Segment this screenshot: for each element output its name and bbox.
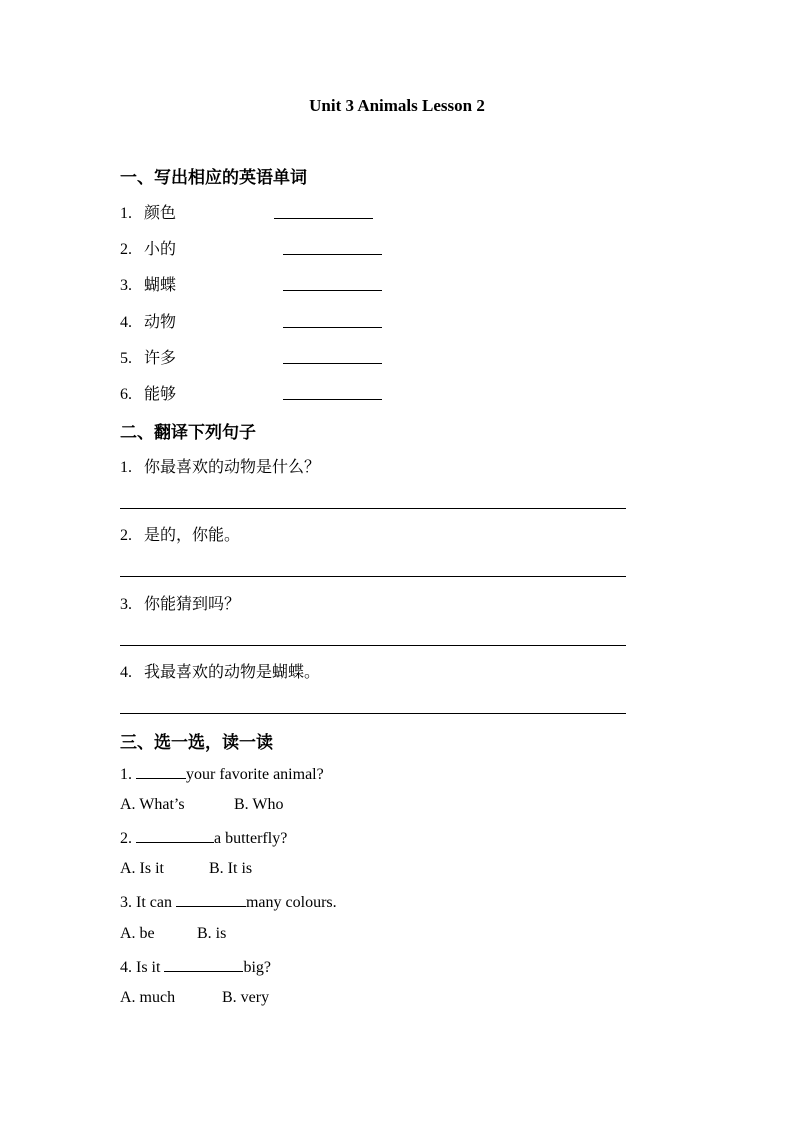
- item-number: 4.: [120, 314, 132, 331]
- answer-blank-5[interactable]: [283, 363, 382, 364]
- choice-question-4: [120, 957, 271, 977]
- item-text: 动物: [144, 314, 177, 331]
- choice-question-2: [120, 828, 287, 848]
- fill-blank-2[interactable]: [136, 828, 214, 843]
- translation-line-2[interactable]: [120, 576, 626, 577]
- translation-line-1[interactable]: [120, 508, 626, 509]
- page-title: Unit 3 Animals Lesson 2: [309, 96, 485, 115]
- vocab-item-4: [120, 309, 176, 332]
- question-prefix: 2.: [120, 830, 136, 847]
- question-prefix: 1.: [120, 766, 136, 783]
- fill-blank-3[interactable]: [176, 892, 246, 907]
- question-prefix: 4. Is it: [120, 959, 165, 976]
- item-text: 是的，你能。: [144, 527, 241, 544]
- item-text: 许多: [144, 350, 177, 367]
- question-suffix: your favorite animal?: [186, 766, 324, 783]
- translate-item-3: [120, 591, 240, 614]
- option-a-1[interactable]: A. What’s: [120, 796, 185, 813]
- vocab-item-1: [120, 200, 176, 223]
- item-number: 6.: [120, 386, 132, 403]
- item-number: 2.: [120, 527, 132, 544]
- answer-blank-3[interactable]: [283, 290, 382, 291]
- vocab-item-6: [120, 381, 176, 404]
- choice-question-1: [120, 764, 324, 784]
- choice-question-3: [120, 892, 337, 912]
- translation-line-4[interactable]: [120, 713, 626, 714]
- answer-blank-4[interactable]: [283, 327, 382, 328]
- question-prefix: 3. It can: [120, 894, 176, 911]
- item-text: 你能猜到吗？: [144, 596, 241, 613]
- question-suffix: many colours.: [245, 894, 337, 911]
- option-a-3[interactable]: A. be: [120, 925, 155, 942]
- fill-blank-1[interactable]: [136, 764, 186, 779]
- item-text: 你最喜欢的动物是什么？: [144, 459, 321, 476]
- item-text: 小的: [144, 241, 177, 258]
- item-text: 蝴蝶: [144, 277, 177, 294]
- translate-item-1: [120, 454, 320, 477]
- option-a-2[interactable]: A. Is it: [120, 860, 164, 877]
- option-b-1[interactable]: B. Who: [234, 796, 284, 813]
- translation-line-3[interactable]: [120, 645, 626, 646]
- translate-item-4: [120, 659, 320, 682]
- section-3-heading: 三、选一选，读一读: [120, 733, 273, 752]
- item-number: 5.: [120, 350, 132, 367]
- item-number: 3.: [120, 596, 132, 613]
- section-1-heading: 一、写出相应的英语单词: [120, 168, 307, 187]
- item-text: 能够: [144, 386, 177, 403]
- vocab-item-3: [120, 272, 176, 295]
- item-number: 3.: [120, 277, 132, 294]
- option-b-2[interactable]: B. It is: [209, 860, 253, 877]
- option-a-4[interactable]: A. much: [120, 989, 176, 1006]
- item-number: 2.: [120, 241, 132, 258]
- fill-blank-4[interactable]: [164, 957, 243, 972]
- item-text: 我最喜欢的动物是蝴蝶。: [144, 664, 321, 681]
- section-2-heading: 二、翻译下列句子: [120, 423, 256, 442]
- answer-blank-1[interactable]: [274, 218, 373, 219]
- item-number: 1.: [120, 459, 132, 476]
- answer-blank-6[interactable]: [283, 399, 382, 400]
- translate-item-2: [120, 522, 240, 545]
- item-number: 4.: [120, 664, 132, 681]
- vocab-item-2: [120, 236, 176, 259]
- option-b-4[interactable]: B. very: [222, 989, 270, 1006]
- answer-blank-2[interactable]: [283, 254, 382, 255]
- question-suffix: a butterfly?: [214, 830, 288, 847]
- item-number: 1.: [120, 205, 132, 222]
- item-text: 颜色: [144, 205, 177, 222]
- question-suffix: big?: [243, 959, 271, 976]
- option-b-3[interactable]: B. is: [197, 925, 227, 942]
- vocab-item-5: [120, 345, 176, 368]
